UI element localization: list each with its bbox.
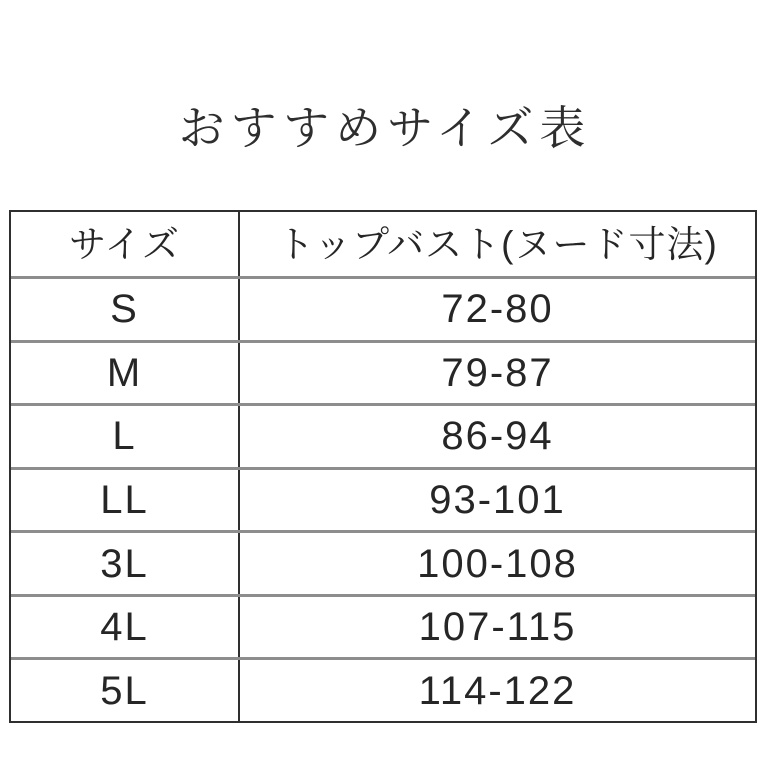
page-title: おすすめサイズ表 bbox=[178, 102, 592, 154]
size-table bbox=[9, 210, 757, 723]
table-row bbox=[11, 657, 755, 721]
table-row bbox=[11, 276, 755, 340]
bust-cell: 93-101 bbox=[429, 478, 566, 523]
header-cell-bust: トップバスト(ヌード寸法) bbox=[277, 223, 718, 265]
header-cell-size: サイズ bbox=[11, 212, 240, 276]
size-cell: S bbox=[11, 279, 240, 340]
bust-cell: 107-115 bbox=[418, 605, 577, 650]
size-cell: LL bbox=[11, 470, 240, 531]
bust-cell: 79-87 bbox=[441, 350, 554, 395]
bust-cell: 114-122 bbox=[418, 668, 577, 713]
size-cell: 4L bbox=[11, 597, 240, 658]
size-cell: 3L bbox=[11, 533, 240, 594]
bust-cell: 72-80 bbox=[441, 287, 554, 332]
table-row bbox=[11, 467, 755, 531]
size-cell: L bbox=[11, 406, 240, 467]
table-row bbox=[11, 403, 755, 467]
size-cell: M bbox=[11, 343, 240, 404]
table-row bbox=[11, 594, 755, 658]
bust-cell: 100-108 bbox=[417, 541, 578, 586]
table-row bbox=[11, 340, 755, 404]
size-cell: 5L bbox=[11, 660, 240, 721]
table-row bbox=[11, 530, 755, 594]
bust-cell: 86-94 bbox=[441, 414, 554, 459]
table-header-row bbox=[11, 212, 755, 276]
